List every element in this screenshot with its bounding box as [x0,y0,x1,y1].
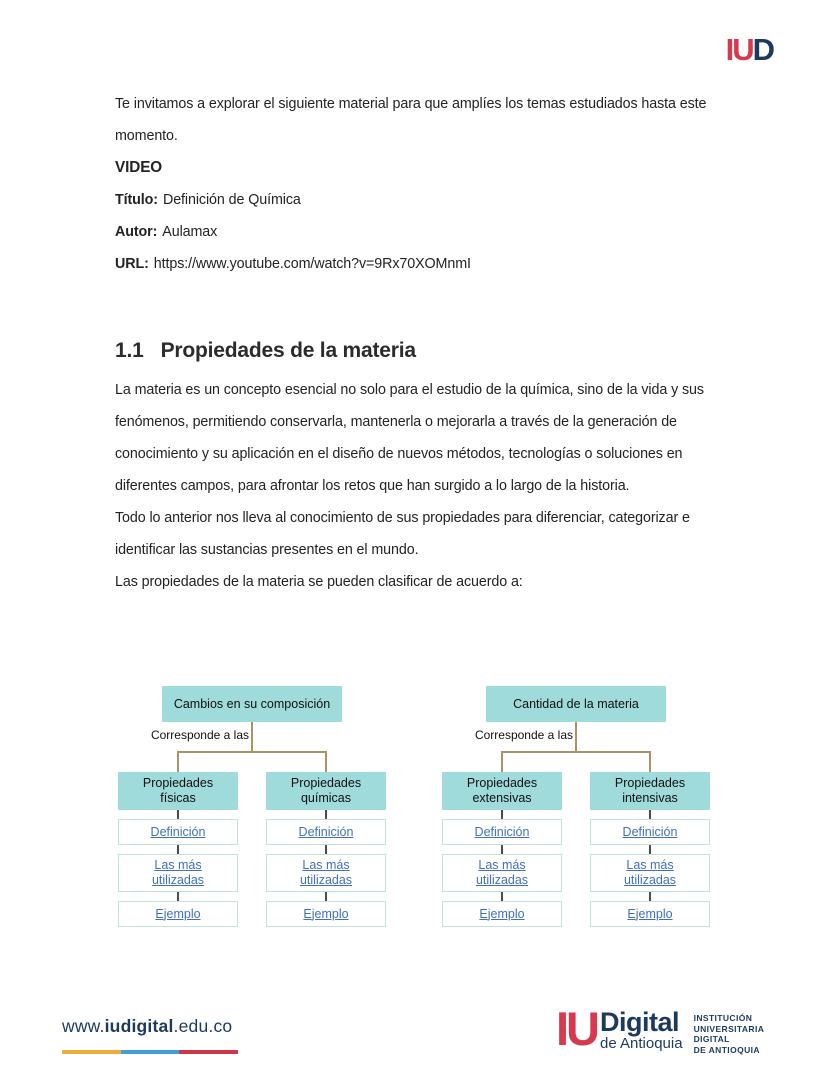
iud-logo-iu: IU [725,32,753,67]
footer-website-url [62,1016,238,1037]
video-title-line [115,184,723,216]
section-title: Propiedades de la materia [160,339,416,362]
diagram-root-node: Cambios en su composición [162,686,342,722]
tree-cambios-composicion [118,686,386,927]
footer-logo-subtitle: de Antioquia [600,1035,683,1052]
iudigital-footer-logo [556,1002,765,1055]
definicion-link[interactable]: Definición [474,824,530,839]
definicion-link[interactable]: Definición [298,824,354,839]
connector-left-drop-line [177,751,179,772]
branch-tick [501,892,503,901]
branch-tick [649,892,651,901]
las-mas-utilizadas-link[interactable]: Las más utilizadas [475,858,529,887]
branch-propiedades-quimicas [266,772,386,927]
link-box-ejemplo[interactable] [266,901,386,927]
branch-tick [325,845,327,854]
section-heading [115,336,723,366]
branch-propiedades-fisicas [118,772,238,927]
ejemplo-link[interactable]: Ejemplo [303,906,349,921]
bar-segment-yellow [62,1050,121,1054]
video-title-value: Definición de Química [162,192,301,208]
branch-tick [177,845,179,854]
footer-website-block [62,1016,238,1054]
classification-lead-in: Las propiedades de la materia se pueden clasificar de acuerdo a: [115,574,523,590]
branch-tick [649,845,651,854]
connector-horizontal-line [177,751,327,753]
body-paragraph-1: La materia es un concepto esencial no solo para el estudio de la química, sino de la vida y sus fenómenos, permitiendo conservarla, mantenerla o mejorarla a través de la generación de conocimiento y su aplicación en el diseño de nuevos métodos, tecnologías o soluciones en diferentes campos, para afrontar los retos que han surgido a lo largo de la historia. [115,382,704,494]
connector-right-drop-line [325,751,327,772]
body-paragraph-2: Todo lo anterior nos lleva al conocimiento de sus propiedades para diferenciar, categorizar e identificar las sustancias presentes en el mundo. [115,510,690,558]
website-suffix: .edu.co [173,1016,233,1036]
link-box-definicion[interactable] [118,819,238,845]
video-url-line [115,248,723,280]
branch-tick [649,810,651,819]
bar-segment-blue [121,1050,180,1054]
caption-line: DE ANTIOQUIA [693,1044,760,1055]
video-url-label: URL: [115,256,149,272]
definicion-link[interactable]: Definición [150,824,206,839]
connector-stem-line [575,722,577,752]
link-box-ejemplo[interactable] [590,901,710,927]
link-box-ejemplo[interactable] [442,901,562,927]
website-bold: iudigital [104,1016,174,1036]
caption-line: INSTITUCIÓN [693,1013,753,1023]
diagram-root-node: Cantidad de la materia [486,686,666,722]
link-box-definicion[interactable] [266,819,386,845]
branch-title-label: Propiedades físicas [142,776,214,805]
link-box-ejemplo[interactable] [118,901,238,927]
link-box-definicion[interactable] [590,819,710,845]
branch-propiedades-extensivas [442,772,562,927]
footer-logo-monogram: IU [556,1002,597,1055]
branch-title-label: Propiedades intensivas [614,776,686,805]
branch-title [590,772,710,810]
iud-logo [726,34,773,66]
link-box-las-mas-utilizadas[interactable] [266,854,386,892]
intro-paragraph: Te invitamos a explorar el siguiente material para que amplíes los temas estudiados hasta este momento. [115,96,707,144]
video-author-label: Autor: [115,224,158,240]
iud-logo-d: D [752,32,773,67]
website-prefix: www. [62,1016,105,1036]
connector [118,722,386,772]
properties-classification-diagram [118,686,710,927]
las-mas-utilizadas-link[interactable]: Las más utilizadas [151,858,205,887]
connector-right-drop-line [649,751,651,772]
connector [442,722,710,772]
footer-logo-wordmark [600,1007,683,1052]
caption-line: UNIVERSITARIA [693,1023,765,1034]
link-box-definicion[interactable] [442,819,562,845]
branch-title-label: Propiedades químicas [290,776,362,805]
caption-line: DIGITAL [693,1034,730,1044]
las-mas-utilizadas-link[interactable]: Las más utilizadas [623,858,677,887]
las-mas-utilizadas-link[interactable]: Las más utilizadas [299,858,353,887]
branch-tick [501,810,503,819]
branch-propiedades-intensivas [590,772,710,927]
branch-tick [177,810,179,819]
branch-tick [177,892,179,901]
footer-logo-name: Digital [600,1007,680,1037]
branch-title [442,772,562,810]
bar-segment-red [179,1050,238,1054]
video-title-label: Título: [115,192,158,208]
video-heading: VIDEO [115,159,163,176]
link-box-las-mas-utilizadas[interactable] [442,854,562,892]
page-content [115,88,723,598]
connector-label: Corresponde a las [150,728,249,742]
connector-horizontal-line [501,751,651,753]
connector-left-drop-line [501,751,503,772]
branch-title [118,772,238,810]
tricolor-bar [62,1050,238,1054]
video-url-value: https://www.youtube.com/watch?v=9Rx70XOMnmI [153,256,471,272]
branch-tick [325,892,327,901]
branch-tick [501,845,503,854]
branch-title-label: Propiedades extensivas [466,776,538,805]
tree-cantidad-materia [442,686,710,927]
link-box-las-mas-utilizadas[interactable] [590,854,710,892]
connector-label: Corresponde a las [474,728,573,742]
ejemplo-link[interactable]: Ejemplo [155,906,201,921]
branches [118,772,386,927]
definicion-link[interactable]: Definición [622,824,678,839]
branches [442,772,710,927]
video-author-value: Aulamax [162,224,218,240]
branch-title [266,772,386,810]
ejemplo-link[interactable]: Ejemplo [479,906,525,921]
branch-tick [325,810,327,819]
connector-stem-line [251,722,253,752]
ejemplo-link[interactable]: Ejemplo [627,906,673,921]
footer-logo-caption [694,1013,765,1055]
video-author-line [115,216,723,248]
link-box-las-mas-utilizadas[interactable] [118,854,238,892]
section-number: 1.1 [115,339,144,362]
